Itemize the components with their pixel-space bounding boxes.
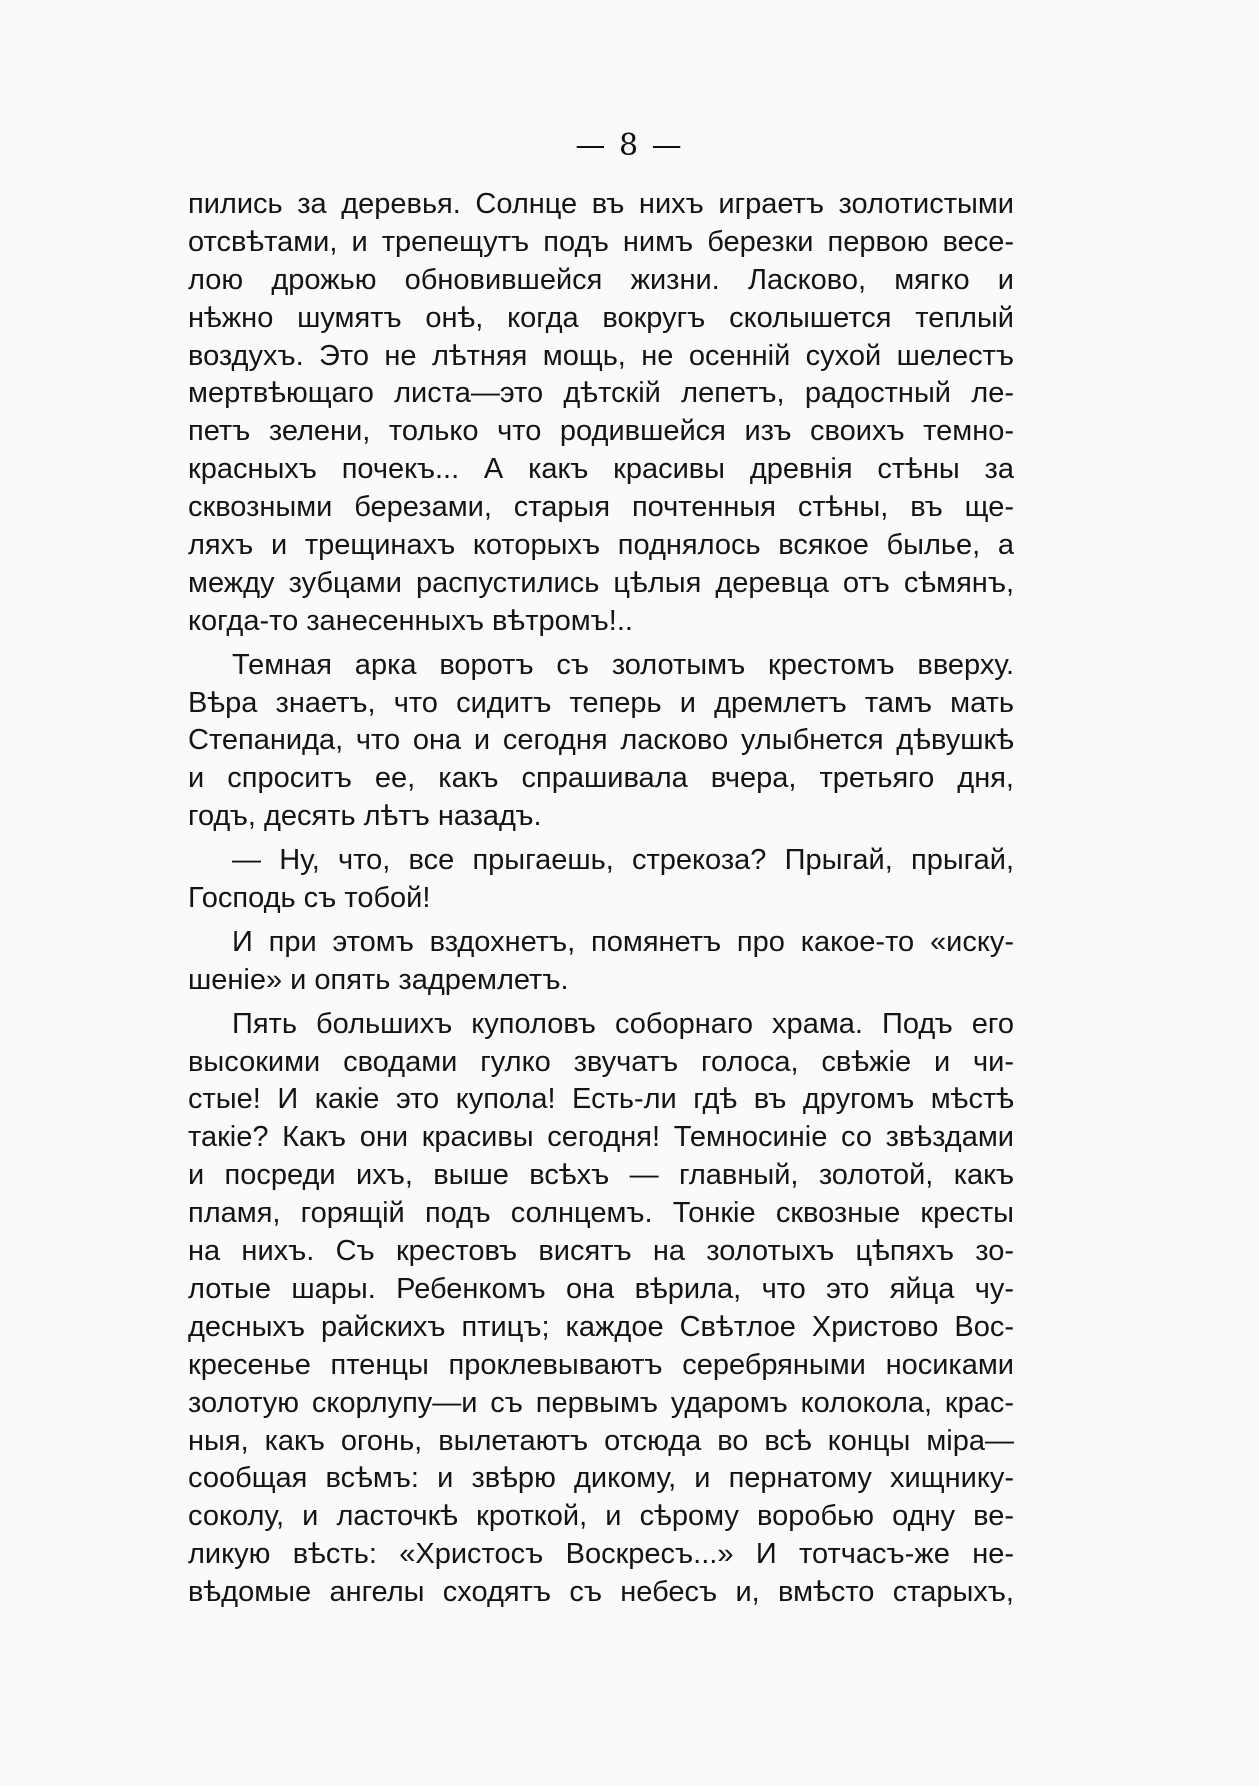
text-line: лотые шары. Ребенкомъ она вѣрила, что это яйца чу- [188,1272,1014,1305]
text-line: Степанида, что она и сегодня ласково улыбнется дѣвушкѣ [188,724,1014,757]
text-line: когда-то занесенныхъ вѣтромъ!.. [188,604,633,637]
text-line: кресенье птенцы проклевываютъ серебряными носиками [188,1348,1014,1381]
paragraph-start: Пять большихъ куполовъ соборнаго храма. Подъ его [232,1007,1014,1040]
text-line: золотую скорлупу—и съ первымъ ударомъ колокола, крас- [188,1386,1014,1419]
text-line: воздухъ. Это не лѣтняя мощь, не осенній сухой шелестъ [188,339,1014,372]
paragraph-start: Темная арка воротъ съ золотымъ крестомъ вверху. [232,648,1014,681]
text-line: ныя, какъ огонь, вылетаютъ отсюда во всѣ концы міра— [188,1424,1014,1457]
paragraph-start: И при этомъ вздохнетъ, помянетъ про какое-то «иску- [232,925,1014,958]
text-line: красныхъ почекъ... А какъ красивы древнія стѣны за [188,453,1014,486]
text-line: такіе? Какъ они красивы сегодня! Темносиніе со звѣздами [188,1121,1014,1154]
text-line: Господь съ тобой! [188,882,431,915]
text-line: петъ зелени, только что родившейся изъ своихъ темно- [188,415,1014,448]
text-line: годъ, десять лѣтъ назадъ. [188,800,542,833]
text-line: и спроситъ ее, какъ спрашивала вчера, третьяго дня, [188,762,1014,795]
text-line: ляхъ и трещинахъ которыхъ поднялось всякое былье, а [188,529,1014,562]
dialogue-line: — Ну, что, все прыгаешь, стрекоза? Прыгай, прыгай, [232,844,1014,877]
page-text [188,186,1014,1612]
text-line: мертвѣющаго листа—это дѣтскій лепетъ, радостный ле- [188,377,1014,410]
text-line: соколу, и ласточкѣ кроткой, и сѣрому воробью одну ве- [188,1500,1014,1533]
text-line: десныхъ райскихъ птицъ; каждое Свѣтлое Христово Вос- [188,1310,1014,1343]
text-line: лою дрожью обновившейся жизни. Ласково, мягко и [188,263,1014,296]
text-line: пламя, горящій подъ солнцемъ. Тонкіе сквозные кресты [188,1197,1014,1230]
text-line: стые! И какіе это купола! Есть-ли гдѣ въ другомъ мѣстѣ [188,1083,1014,1116]
text-line: сквозными березами, старыя почтенныя стѣны, въ ще- [188,491,1014,524]
text-line: между зубцами распустились цѣлыя деревца отъ сѣмянъ, [188,566,1014,599]
page-number: — 8 — [575,128,684,163]
text-line: высокими сводами гулко звучатъ голоса, свѣжіе и чи- [188,1045,1014,1078]
text-line: сообщая всѣмъ: и звѣрю дикому, и пернатому хищнику- [188,1462,1014,1495]
text-line: пились за деревья. Солнце въ нихъ играетъ золотистыми [188,188,1014,220]
text-line: ликую вѣсть: «Христосъ Воскресъ...» И тотчасъ-же не- [188,1538,1014,1571]
text-line: и посреди ихъ, выше всѣхъ — главный, золотой, какъ [188,1159,1014,1192]
text-line: нѣжно шумятъ онѣ, когда вокругъ сколышется теплый [188,301,1014,334]
text-line: отсвѣтами, и трепещутъ подъ нимъ березки первою весе- [188,225,1014,258]
text-line: Вѣра знаетъ, что сидитъ теперь и дремлетъ тамъ мать [188,686,1014,719]
text-line: на нихъ. Съ крестовъ висятъ на золотыхъ цѣпяхъ зо- [188,1235,1014,1268]
text-line: вѣдомые ангелы сходятъ съ небесъ и, вмѣсто старыхъ, [188,1576,1014,1609]
text-line: шеніе» и опять задремлетъ. [188,963,569,996]
